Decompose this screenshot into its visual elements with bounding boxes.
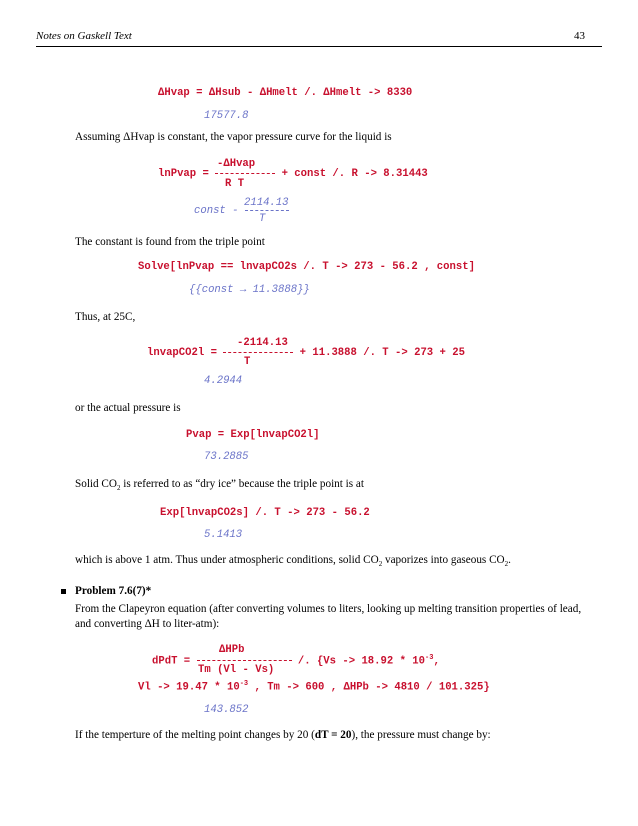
bold-run: dT = 20 <box>314 729 352 741</box>
text-run: . <box>508 554 511 566</box>
output-dpdt: 143.852 <box>204 704 249 716</box>
paragraph-temperature-change <box>75 729 491 741</box>
text-run: ), the pressure must change by: <box>351 729 491 741</box>
input-lnvapco2l-denominator: T <box>244 356 251 368</box>
text-run: If the temperture of the melting point changes by 20 ( <box>75 729 315 741</box>
header-rule <box>36 46 602 47</box>
subscript: 2 <box>378 560 383 569</box>
input-lnpvap-rhs: + const /. R -> 8.31443 <box>275 168 428 180</box>
output-exp-lnvapco2s: 5.1413 <box>204 529 243 541</box>
paragraph-dry-ice <box>75 478 364 492</box>
input-lnvapco2l-numerator: -2114.13 <box>237 337 288 349</box>
input-dpdt-numerator: ΔHPb <box>219 644 245 656</box>
input-dpdt-lhs: dPdT = <box>152 655 197 668</box>
input-dpdt-line2-a: Vl -> 19.47 * 10 <box>138 681 240 694</box>
input-dpdt <box>152 654 440 668</box>
paragraph-clapeyron-line2: and converting ΔH to liter-atm): <box>75 618 220 630</box>
input-dpdt-line2 <box>138 680 490 694</box>
input-lnpvap-denominator: R T <box>225 178 245 190</box>
text-run: Solid CO <box>75 478 117 490</box>
exponent: -3 <box>425 654 434 662</box>
exponent: -3 <box>239 680 249 688</box>
input-solve: Solve[lnPvap == lnvapCO2s /. T -> 273 - 56.2 , const] <box>138 261 475 273</box>
input-dpdt-denominator: Tm (Vl - Vs) <box>198 664 275 676</box>
problem-heading: Problem 7.6(7)* <box>75 585 152 597</box>
input-lnpvap-lhs: lnPvap = <box>158 168 216 180</box>
output-const-numerator: 2114.13 <box>244 197 289 209</box>
subscript: 2 <box>504 560 509 569</box>
output-lnvapco2l: 4.2944 <box>204 375 243 387</box>
section-bullet-icon <box>61 589 66 594</box>
paragraph-above-1atm <box>75 554 511 568</box>
output-dhvap: 17577.8 <box>204 110 249 122</box>
paragraph-triple-point: The constant is found from the triple point <box>75 236 265 248</box>
input-dpdt-rhs: /. {Vs -> 18.92 * 10 <box>291 655 426 668</box>
running-header-title: Notes on Gaskell Text <box>36 30 132 42</box>
fraction-bar <box>245 210 289 211</box>
fraction-bar <box>197 660 292 661</box>
paragraph-thus: Thus, at 25C, <box>75 311 136 323</box>
input-lnpvap-numerator: -ΔHvap <box>217 158 256 170</box>
subscript: 2 <box>116 484 121 493</box>
output-pvap: 73.2885 <box>204 451 249 463</box>
page-number: 43 <box>574 30 585 42</box>
input-dhvap: ΔHvap = ΔHsub - ΔHmelt /. ΔHmelt -> 8330 <box>158 87 413 99</box>
input-lnvapco2l-rhs: + 11.3888 /. T -> 273 + 25 <box>293 347 465 359</box>
text-run: is referred to as “dry ice” because the triple point is at <box>120 478 365 490</box>
output-const-lhs: const - <box>194 205 245 217</box>
input-lnvapco2l <box>147 347 465 359</box>
input-pvap: Pvap = Exp[lnvapCO2l] <box>186 429 320 441</box>
paragraph-assuming: Assuming ΔHvap is constant, the vapor pressure curve for the liquid is <box>75 131 392 143</box>
input-exp-lnvapco2s: Exp[lnvapCO2s] /. T -> 273 - 56.2 <box>160 507 370 519</box>
paragraph-actual-pressure: or the actual pressure is <box>75 402 181 414</box>
output-solve: {{const → 11.3888}} <box>189 284 310 296</box>
input-lnvapco2l-lhs: lnvapCO2l = <box>147 347 224 359</box>
input-dpdt-rhs-end: , <box>433 655 440 668</box>
paragraph-clapeyron-line1: From the Clapeyron equation (after converting volumes to liters, looking up melting transition properties of lead, <box>75 603 582 615</box>
text-run: which is above 1 atm. Thus under atmospheric conditions, solid CO <box>75 554 379 566</box>
input-lnpvap <box>158 168 428 180</box>
output-const <box>194 205 289 217</box>
text-run: vaporizes into gaseous CO <box>382 554 505 566</box>
fraction-bar <box>223 352 293 353</box>
output-const-denominator: T <box>259 213 266 225</box>
input-dpdt-line2-b: , Tm -> 600 , ΔHPb -> 4810 / 101.325} <box>248 681 490 694</box>
fraction-bar <box>215 173 275 174</box>
